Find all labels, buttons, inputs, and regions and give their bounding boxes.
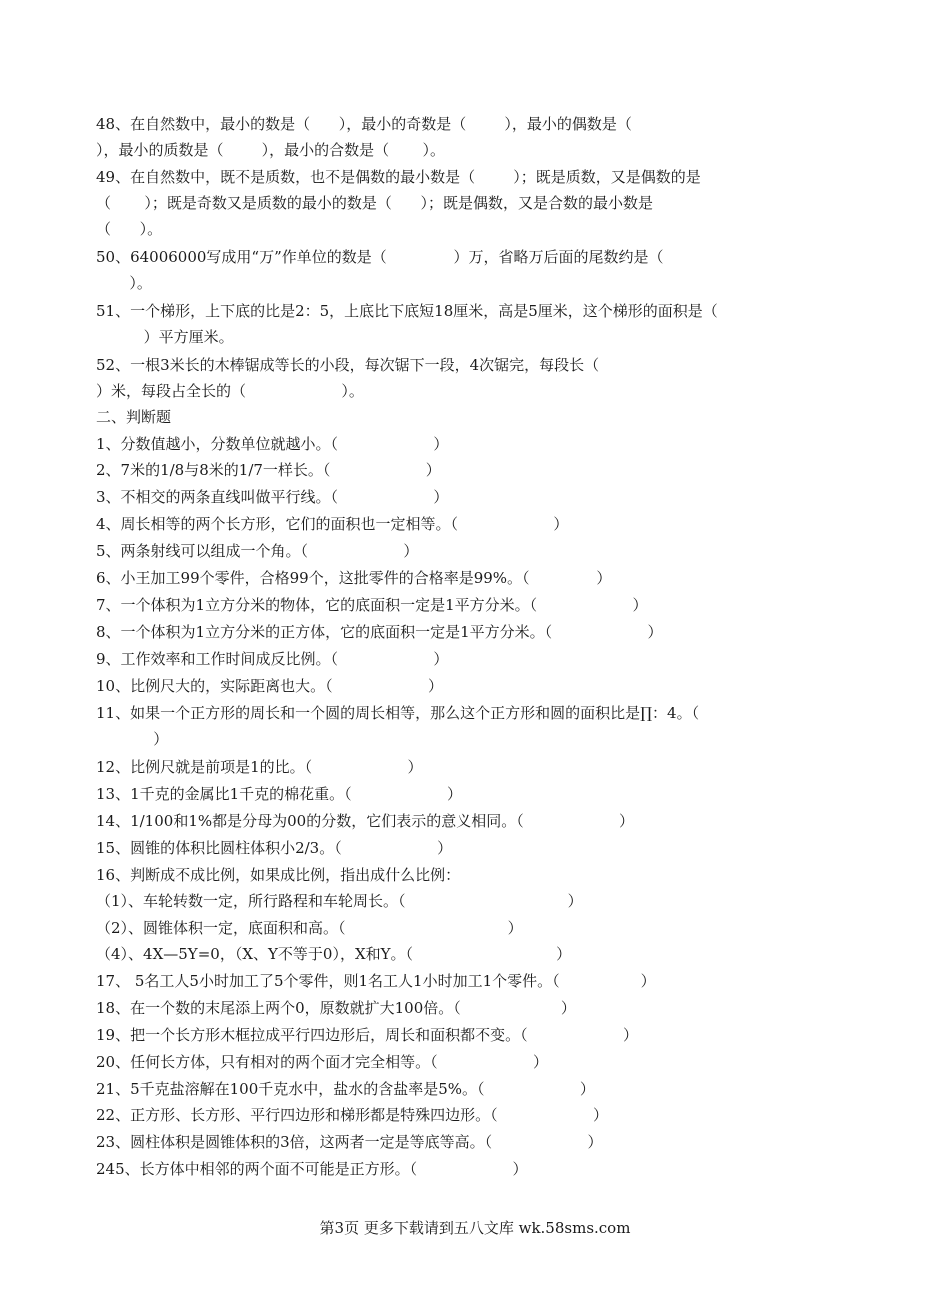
judge-item-17: 17、 5名工人5小时加工了5个零件，则1名工人1小时加工1个零件。（ ） bbox=[96, 972, 656, 990]
judge-item-20: 20、任何长方体，只有相对的两个面才完全相等。（ ） bbox=[96, 1053, 548, 1071]
judge-item-2: 2、7米的1/8与8米的1/7一样长。（ ） bbox=[96, 461, 441, 479]
question-49-line-2: （ ）；既是奇数又是质数的最小的数是（ ）；既是偶数，又是合数的最小数是 bbox=[96, 194, 653, 212]
question-50-line-1: 50、64006000写成用“万”作单位的数是（ ）万，省略万后面的尾数约是（ bbox=[96, 248, 664, 266]
judge-item-21: 21、5千克盐溶解在100千克水中，盐水的含盐率是5%。（ ） bbox=[96, 1080, 595, 1098]
judge-item-4: 4、周长相等的两个长方形，它们的面积也一定相等。（ ） bbox=[96, 515, 569, 533]
judge-item-11-line-2: ） bbox=[96, 730, 169, 748]
question-48-line-1: 48、在自然数中，最小的数是（ ），最小的奇数是（ ），最小的偶数是（ bbox=[96, 115, 632, 133]
question-51-line-2: ）平方厘米。 bbox=[96, 328, 234, 346]
judge-item-3: 3、不相交的两条直线叫做平行线。（ ） bbox=[96, 488, 449, 506]
judge-item-8: 8、一个体积为1立方分米的正方体，它的底面积一定是1平方分米。（ ） bbox=[96, 623, 663, 641]
judge-item-16: 16、判断成不成比例，如果成比例，指出成什么比例： bbox=[96, 866, 461, 884]
section-heading: 二、判断题 bbox=[96, 408, 172, 426]
judge-item-15: 15、圆锥的体积比圆柱体积小2/3。（ ） bbox=[96, 839, 453, 857]
judge-item-16-sub-4: （4）、4X—5Y=0，（X、Y不等于0），X和Y。（ ） bbox=[96, 945, 572, 963]
judge-item-18: 18、在一个数的末尾添上两个0，原数就扩大100倍。（ ） bbox=[96, 999, 576, 1017]
question-52-line-1: 52、一根3米长的木棒锯成等长的小段，每次锯下一段，4次锯完，每段长（ bbox=[96, 356, 600, 374]
question-50-line-2: ）。 bbox=[96, 274, 152, 292]
judge-item-1: 1、分数值越小，分数单位就越小。（ ） bbox=[96, 435, 449, 453]
judge-item-16-sub-1: （1）、车轮转数一定，所行路程和车轮周长。（ ） bbox=[96, 892, 583, 910]
question-52-line-2: ）米，每段占全长的（ ）。 bbox=[96, 382, 364, 400]
judge-item-10: 10、比例尺大的，实际距离也大。（ ） bbox=[96, 677, 443, 695]
question-48-line-2: ），最小的质数是（ ），最小的合数是（ ）。 bbox=[96, 141, 446, 159]
judge-item-5: 5、两条射线可以组成一个角。（ ） bbox=[96, 542, 419, 560]
judge-item-9: 9、工作效率和工作时间成反比例。（ ） bbox=[96, 650, 449, 668]
judge-item-23: 23、圆柱体积是圆锥体积的3倍，这两者一定是等底等高。（ ） bbox=[96, 1133, 603, 1151]
judge-item-7: 7、一个体积为1立方分米的物体，它的底面积一定是1平方分米。（ ） bbox=[96, 596, 648, 614]
judge-item-6: 6、小王加工99个零件，合格99个，这批零件的合格率是99%。（ ） bbox=[96, 569, 612, 587]
judge-item-22: 22、正方形、长方形、平行四边形和梯形都是特殊四边形。（ ） bbox=[96, 1106, 608, 1124]
judge-item-19: 19、把一个长方形木框拉成平行四边形后，周长和面积都不变。（ ） bbox=[96, 1026, 638, 1044]
judge-item-16-sub-2: （2）、圆锥体积一定，底面积和高。（ ） bbox=[96, 919, 523, 937]
judge-item-13: 13、1千克的金属比1千克的棉花重。（ ） bbox=[96, 785, 463, 803]
question-49-line-1: 49、在自然数中，既不是质数，也不是偶数的最小数是（ ）；既是质数，又是偶数的是 bbox=[96, 168, 701, 186]
question-49-line-3: （ ）。 bbox=[96, 220, 163, 238]
page-footer: 第3页 更多下载请到五八文库 wk.58sms.com bbox=[319, 1219, 631, 1237]
judge-item-12: 12、比例尺就是前项是1的比。（ ） bbox=[96, 758, 423, 776]
judge-item-245: 245、长方体中相邻的两个面不可能是正方形。（ ） bbox=[96, 1160, 528, 1178]
judge-item-14: 14、1/100和1%都是分母为00的分数，它们表示的意义相同。（ ） bbox=[96, 812, 635, 830]
judge-item-11-line-1: 11、如果一个正方形的周长和一个圆的周长相等，那么这个正方形和圆的面积比是∏：4。（ bbox=[96, 704, 700, 722]
question-51-line-1: 51、一个梯形，上下底的比是2：5，上底比下底短18厘米，高是5厘米，这个梯形的面积是（ bbox=[96, 302, 718, 320]
